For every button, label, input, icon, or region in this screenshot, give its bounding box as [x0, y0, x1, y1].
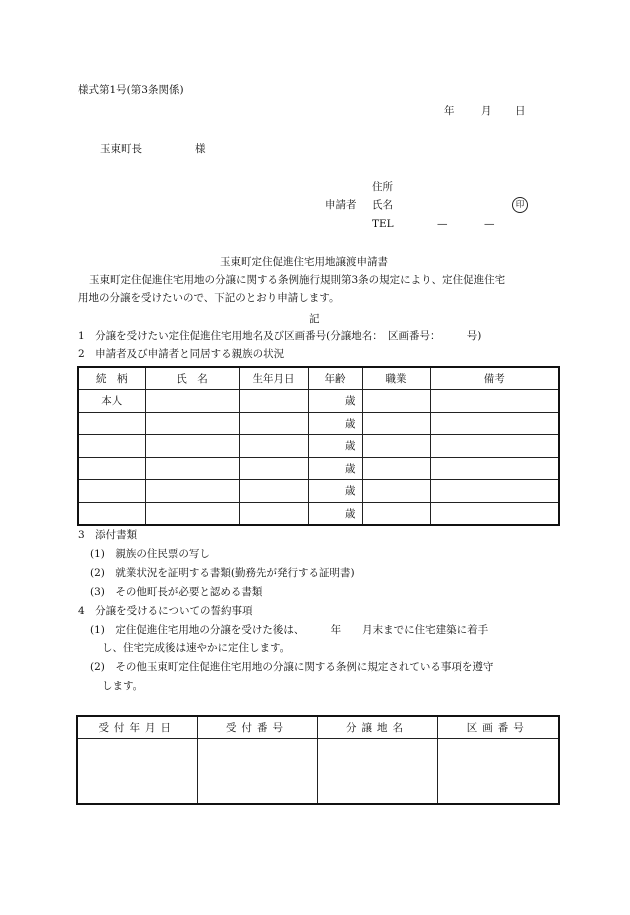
- date-year-label: 年: [444, 105, 455, 117]
- table-row: [78, 390, 559, 413]
- relation-cell[interactable]: [78, 457, 145, 480]
- column-age: 年齢: [308, 367, 362, 390]
- section-3-heading: 3 添付書類: [78, 529, 138, 541]
- column-birthdate: 生年月日: [239, 367, 308, 390]
- table-row: [77, 739, 559, 805]
- occupation-cell[interactable]: [362, 480, 430, 503]
- pledge-item-2-line-1: (2) その他玉東町定住促進住宅用地の分譲に関する条例に規定されている事項を遵守: [90, 661, 494, 673]
- reception-table-header: [77, 716, 559, 739]
- family-table: [77, 366, 560, 526]
- applicant-label: 申請者: [325, 199, 357, 211]
- remarks-cell[interactable]: [430, 390, 559, 413]
- column-subdivision-name: 分譲地名: [317, 716, 437, 739]
- tel-separator-1: —: [437, 218, 448, 230]
- age-cell[interactable]: 歳: [308, 435, 362, 458]
- reception-date-cell[interactable]: [77, 739, 197, 805]
- table-row: [78, 412, 559, 435]
- table-row: [78, 502, 559, 525]
- remarks-cell[interactable]: [430, 435, 559, 458]
- name-cell[interactable]: [145, 435, 239, 458]
- attachment-item-1: (1) 親族の住民票の写し: [90, 548, 210, 560]
- name-cell[interactable]: [145, 480, 239, 503]
- column-lot-number: 区画番号: [437, 716, 559, 739]
- date-month-label: 月: [481, 105, 492, 117]
- occupation-cell[interactable]: [362, 390, 430, 413]
- ki-heading: 記: [309, 313, 320, 325]
- name-label: 氏名: [372, 199, 393, 211]
- reception-table: [76, 715, 560, 805]
- age-cell[interactable]: 歳: [308, 390, 362, 413]
- section-2-heading: 2 申請者及び申請者と同居する親族の状況: [78, 348, 285, 360]
- reception-number-cell[interactable]: [197, 739, 317, 805]
- table-row: [78, 435, 559, 458]
- name-cell[interactable]: [145, 457, 239, 480]
- column-reception-number: 受付番号: [197, 716, 317, 739]
- name-cell[interactable]: [145, 502, 239, 525]
- relation-cell[interactable]: [78, 480, 145, 503]
- birthdate-cell[interactable]: [239, 502, 308, 525]
- pledge-item-2-line-2: します。: [102, 680, 144, 692]
- birthdate-cell[interactable]: [239, 390, 308, 413]
- document-title: 玉東町定住促進住宅用地譲渡申請書: [220, 256, 388, 268]
- remarks-cell[interactable]: [430, 457, 559, 480]
- addressee-title: 玉東町長: [100, 143, 142, 155]
- addressee-honorific: 様: [195, 143, 206, 155]
- table-row: [78, 480, 559, 503]
- occupation-cell[interactable]: [362, 435, 430, 458]
- intro-line-2: 用地の分譲を受けたいので、下記のとおり申請します。: [78, 292, 340, 304]
- occupation-cell[interactable]: [362, 412, 430, 435]
- name-cell[interactable]: [145, 390, 239, 413]
- date-day-label: 日: [515, 105, 526, 117]
- remarks-cell[interactable]: [430, 412, 559, 435]
- seal-icon: 印: [512, 197, 528, 213]
- intro-line-1: 玉東町定住促進住宅用地の分譲に関する条例施行規則第3条の規定により、定住促進住宅: [89, 274, 506, 286]
- section-4-heading: 4 分譲を受けるについての誓約事項: [78, 605, 253, 617]
- remarks-cell[interactable]: [430, 502, 559, 525]
- attachment-item-2: (2) 就業状況を証明する書類(勤務先が発行する証明書): [90, 567, 355, 579]
- relation-cell[interactable]: [78, 502, 145, 525]
- age-cell[interactable]: 歳: [308, 480, 362, 503]
- occupation-cell[interactable]: [362, 502, 430, 525]
- birthdate-cell[interactable]: [239, 412, 308, 435]
- birthdate-cell[interactable]: [239, 480, 308, 503]
- family-table-header: [78, 367, 559, 390]
- age-cell[interactable]: 歳: [308, 457, 362, 480]
- relation-cell[interactable]: [78, 435, 145, 458]
- column-remarks: 備考: [430, 367, 559, 390]
- relation-cell[interactable]: [78, 412, 145, 435]
- remarks-cell[interactable]: [430, 480, 559, 503]
- age-cell[interactable]: 歳: [308, 412, 362, 435]
- column-occupation: 職業: [362, 367, 430, 390]
- section-1-text: 1 分譲を受けたい定住促進住宅用地名及び区画番号(分譲地名： 区画番号： 号): [78, 330, 482, 342]
- table-row: [78, 457, 559, 480]
- birthdate-cell[interactable]: [239, 457, 308, 480]
- form-number: 様式第1号(第3条関係): [78, 84, 184, 96]
- column-reception-date: 受付年月日: [77, 716, 197, 739]
- relation-cell[interactable]: 本人: [78, 390, 145, 413]
- column-relation: 続 柄: [78, 367, 145, 390]
- lot-number-cell[interactable]: [437, 739, 559, 805]
- subdivision-name-cell[interactable]: [317, 739, 437, 805]
- tel-separator-2: —: [484, 218, 495, 230]
- occupation-cell[interactable]: [362, 457, 430, 480]
- column-name: 氏 名: [145, 367, 239, 390]
- tel-label: TEL: [372, 218, 394, 230]
- age-cell[interactable]: 歳: [308, 502, 362, 525]
- pledge-item-1-line-1: (1) 定住促進住宅用地の分譲を受けた後は、 年 月末までに住宅建築に着手: [90, 624, 489, 636]
- birthdate-cell[interactable]: [239, 435, 308, 458]
- name-cell[interactable]: [145, 412, 239, 435]
- address-label: 住所: [372, 181, 393, 193]
- attachment-item-3: (3) その他町長が必要と認める書類: [90, 586, 263, 598]
- pledge-item-1-line-2: し、住宅完成後は速やかに定住します。: [102, 642, 291, 654]
